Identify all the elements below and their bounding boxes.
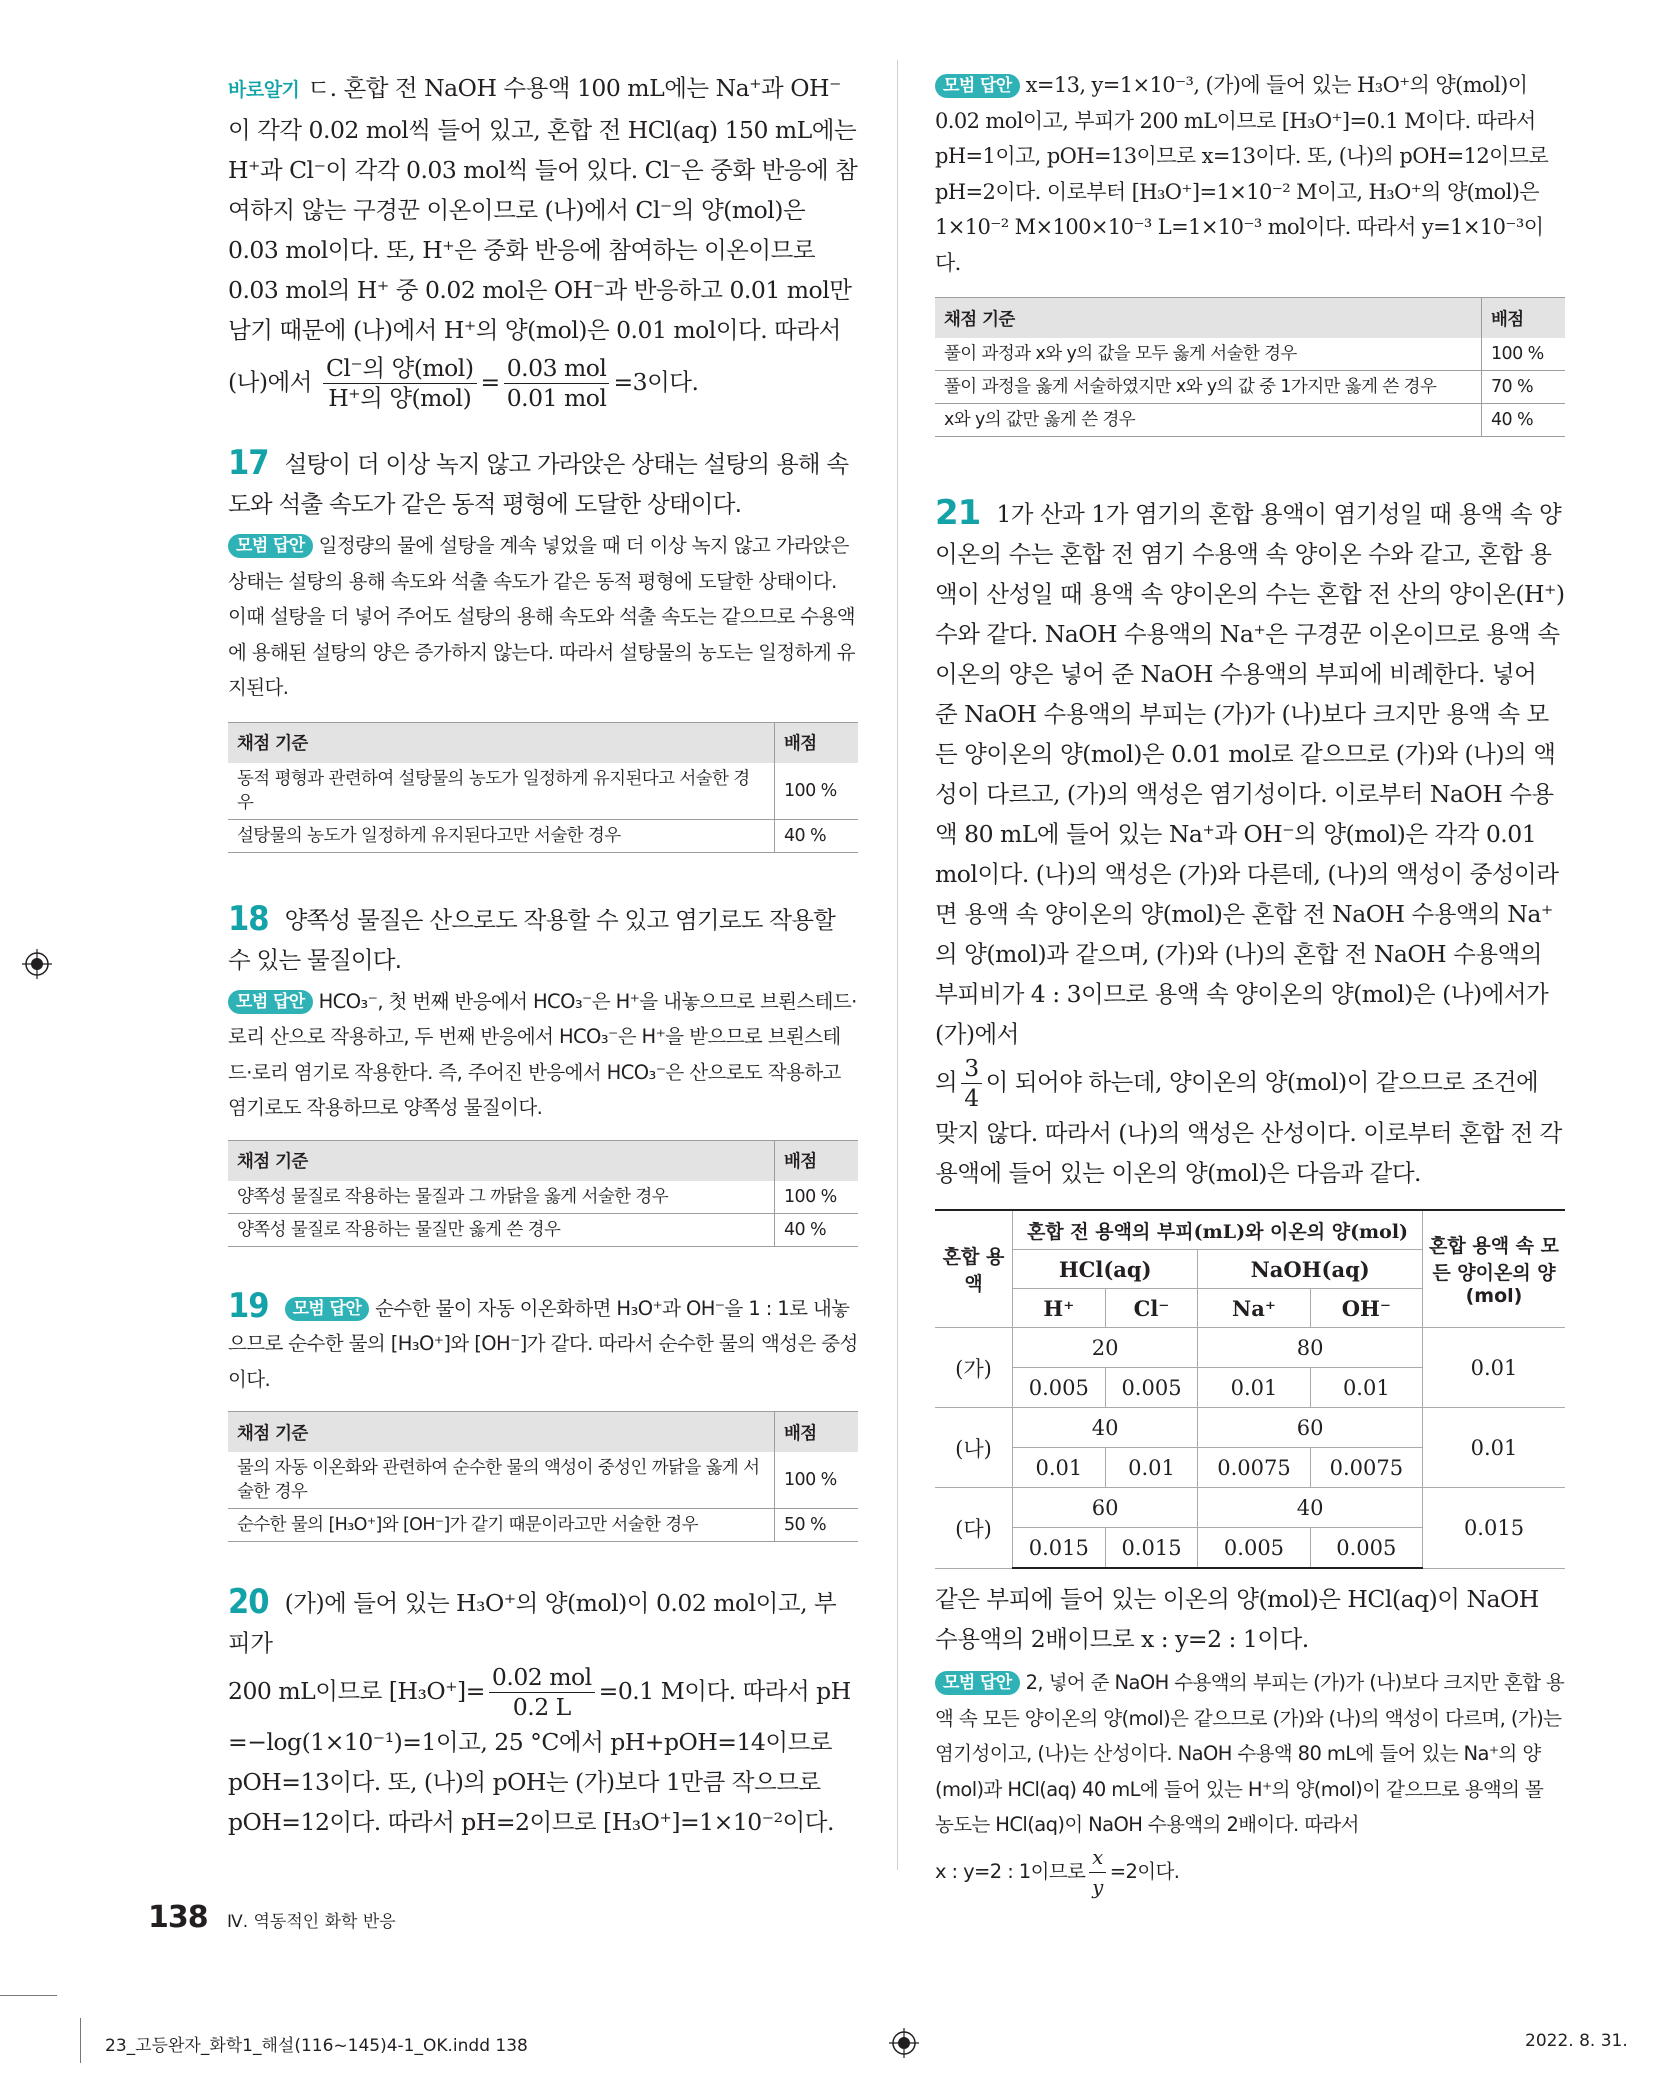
table-row: 풀이 과정과 x와 y의 값을 모두 옳게 서술한 경우 100 % bbox=[935, 338, 1565, 371]
scoring-table: 채점 기준 배점 풀이 과정과 x와 y의 값을 모두 옳게 서술한 경우 100 % 풀이 과정을 옳게 서술하였지만 x와 y의 값 중 1가지만 옳게 쓴 경우 70 % x와 y의 값만 옳게 쓴 경우 40 % bbox=[935, 297, 1565, 437]
q16-explanation: ㄷ. 혼합 전 NaOH 수용액 100 mL에는 Na⁺과 OH⁻이 각각 0.02 mol씩 들어 있고, 혼합 전 HCl(aq) 150 mL에는 H⁺과 Cl⁻이 각각 0.03 mol씩 들어 있다. Cl⁻은 중화 반응에 참여하지 않는 구경꾼 이온이므로 (나)에서 Cl⁻의 양(mol)은 0.03 mol이다. 또, H⁺은 중화 반응에 참여하는 이온이므로 0.03 mol의 H⁺ 중 0.02 mol은 OH⁻과 반응하고 0.01 mol만 남기 때문에 (나)에서 H⁺의 양(mol)은 0.01 mol이다. 따라서 bbox=[228, 74, 858, 344]
crop-mark bbox=[80, 2018, 81, 2063]
model-answer-badge: 모범 답안 bbox=[935, 1671, 1020, 1695]
xy-fraction: $\frac{x}{y}$ bbox=[1089, 1843, 1105, 1902]
table-row: (다) 60 40 0.015 bbox=[935, 1488, 1565, 1528]
q20-answer bbox=[935, 68, 1565, 437]
table-row: 설탕물의 농도가 일정하게 유지된다고만 서술한 경우 40 % bbox=[228, 819, 858, 852]
question-21: 21 1가 산과 1가 염기의 혼합 용액이 염기성일 때 용액 속 양이온의 수는 혼합 전 염기 수용액 속 양이온 수와 같고, 혼합 용액이 산성일 때 용액 속 양이온의 수는 혼합 전 산의 양이온(H⁺) 수와 같다. NaOH 수용액의 Na⁺은 구경꾼 이온이므로 용액 속 이온의 양은 넣어 준 NaOH 수용액의 부피에 비례한다. 넣어 준 NaOH 수용액의 부피는 (가)가 (나)보다 크지만 용액 속 모든 양이온의 양(mol)은 0.01 mol로 같으므로 (가)와 (나)의 액성이 다르고, (가)의 액성은 염기성이다. 이로부터 NaOH 수용액 80 mL에 들어 있는 Na⁺과 OH⁻의 양(mol)은 각각 0.01 mol이다. (나)의 액성은 (가)와 다른데, (나)의 액성이 중성이라면 용액 속 양이온의 양(mol)은 혼합 전 NaOH 수용액의 Na⁺의 양(mol)과 같으며, (가)와 (나)의 혼합 전 NaOH 수용액의 부피비가 4 : 3이므로 용액 속 양이온의 양(mol)은 (나)에서가 (가)에서 의 $\frac{3}{4}$ 이 되어야 하는데, 양이온의 양(mol)이 같으므로 조건에 맞지 않다. 따라서 (나)의 액성은 산성이다. 이로부터 혼합 전 각 용액에 들어 있는 이온의 양(mol)은 다음과 같다. 혼합 용액 혼합 전 용액의 부피(mL)와 이온의 양(mol) 혼합 용액 속 모든 양이온의 양(mol) HCl(aq) NaOH(aq) H⁺ Cl⁻ Na⁺ OH⁻ (가) 20 80 0.01 0.005 0.005 0.01 0.01 (나) 40 60 0.01 0.01 0.01 0.0075 0.0075 (다) 60 40 0.015 0.015 0.015 0.005 0.005 같은 부피에 들어 있는 이온의 양(mol)은 HCl(aq)이 NaOH 수용액의 2배이므로 x : y=2 : 1이다. 모범 답안 2, 넣어 준 NaOH 수용액의 부피는 (가)가 (나)보다 크지만 혼합 용액 속 모든 양이온의 양(mol)은 같으므로 (가)와 (나)의 액성이 다르며, (가)는 염기성이고, (나)는 산성이다. NaOH 수용액 80 mL에 들어 있는 Na⁺의 양(mol)과 HCl(aq) 40 mL에 들어 있는 H⁺의 양(mol)이 같으므로 용액의 몰 농도는 HCl(aq)이 NaOH 수용액의 2배이다. 따라서 x : y=2 : 1이므로 $\frac{x}{y}$ =2이다. bbox=[935, 493, 1565, 1902]
table-row: 양쪽성 물질로 작용하는 물질만 옳게 쓴 경우 40 % bbox=[228, 1213, 858, 1246]
scoring-table: 채점 기준 배점 양쪽성 물질로 작용하는 물질과 그 까닭을 옳게 서술한 경우 100 % 양쪽성 물질로 작용하는 물질만 옳게 쓴 경우 40 % bbox=[228, 1140, 858, 1247]
table-row: 0.005 0.005 0.01 0.01 bbox=[935, 1368, 1565, 1408]
ratio-fraction: $\frac{3}{4}$ bbox=[961, 1054, 981, 1113]
page-number: 138 bbox=[148, 1900, 208, 1935]
question-text: 1가 산과 1가 염기의 혼합 용액이 염기성일 때 용액 속 양이온의 수는 혼합 전 염기 수용액 속 양이온 수와 같고, 혼합 용액이 산성일 때 용액 속 양이온의 수는 혼합 전 산의 양이온(H⁺) 수와 같다. NaOH 수용액의 Na⁺은 구경꾼 이온이므로 용액 속 이온의 양은 넣어 준 NaOH 수용액의 부피에 비례한다. 넣어 준 NaOH 수용액의 부피는 (가)가 (나)보다 크지만 용액 속 모든 양이온의 양(mol)은 0.01 mol로 같으므로 (가)와 (나)의 액성이 다르고, (가)의 액성은 염기성이다. 이로부터 NaOH 수용액 80 mL에 들어 있는 Na⁺과 OH⁻의 양(mol)은 각각 0.01 mol이다. (나)의 액성은 (가)와 다른데, (나)의 액성이 중성이라면 용액 속 양이온의 양(mol)은 혼합 전 NaOH 수용액의 Na⁺의 양(mol)과 같으며, (가)와 (나)의 혼합 전 NaOH 수용액의 부피비가 4 : 3이므로 용액 속 양이온의 양(mol)은 (나)에서가 (가)에서 bbox=[935, 500, 1565, 1048]
baroalgi-label: 바로알기 bbox=[228, 79, 300, 101]
scoring-table: 채점 기준 배점 물의 자동 이온화와 관련하여 순수한 물의 액성이 중성인 까닭을 옳게 서술한 경우 100 % 순수한 물의 [H₃O⁺]와 [OH⁻]가 같기 때문이라고만 서술한 경우 50 % bbox=[228, 1411, 858, 1542]
question-text: 양쪽성 물질은 산으로도 작용할 수 있고 염기로도 작용할 수 있는 물질이다. bbox=[228, 905, 835, 974]
table-row: 물의 자동 이온화와 관련하여 순수한 물의 액성이 중성인 까닭을 옳게 서술한 경우 100 % bbox=[228, 1452, 858, 1509]
indd-file-info: 23_고등완자_화학1_해설(116~145)4-1_OK.indd 138 bbox=[105, 2036, 528, 2056]
table-row: x와 y의 값만 옳게 쓴 경우 40 % bbox=[935, 404, 1565, 437]
model-answer-text: 일정량의 물에 설탕을 계속 넣었을 때 더 이상 녹지 않고 가라앉은 상태는 설탕의 용해 속도와 석출 속도가 같은 동적 평형에 도달한 상태이다. 이때 설탕을 더 넣어 주어도 설탕의 용해 속도와 석출 속도는 같으므로 수용액에 용해된 설탕의 양은 증가하지 않는다. 따라서 설탕물의 농도는 일정하게 유지된다. bbox=[228, 534, 855, 699]
model-answer-badge: 모범 답안 bbox=[935, 74, 1020, 98]
model-answer-text: x=13, y=1×10⁻³, (가)에 들어 있는 H₃O⁺의 양(mol)이 0.02 mol이고, 부피가 200 mL이므로 [H₃O⁺]=0.1 M이다. 따라서 pH=1이고, pOH=13이므로 x=13이다. 또, (나)의 pOH=12이므로 pH=2이다. 이로부터 [H₃O⁺]=1×10⁻² M이고, H₃O⁺의 양(mol)은 1×10⁻² M×100×10⁻³ L=1×10⁻³ mol이다. 따라서 y=1×10⁻³이다. bbox=[935, 73, 1549, 275]
table-row: (나) 40 60 0.01 bbox=[935, 1408, 1565, 1448]
table-row: 0.015 0.015 0.005 0.005 bbox=[935, 1528, 1565, 1569]
model-answer-text: 2, 넣어 준 NaOH 수용액의 부피는 (가)가 (나)보다 크지만 혼합 용액 속 모든 양이온의 양(mol)은 같으므로 (가)와 (나)의 액성이 다르며, (가)는 염기성이고, (나)는 산성이다. NaOH 수용액 80 mL에 들어 있는 Na⁺의 양(mol)과 HCl(aq) 40 mL에 들어 있는 H⁺의 양(mol)이 같으므로 용액의 몰 농도는 HCl(aq)이 NaOH 수용액의 2배이다. 따라서 bbox=[935, 1671, 1565, 1836]
question-number: 17 bbox=[228, 443, 269, 483]
final-equation: x : y=2 : 1이므로 $\frac{x}{y}$ =2이다. bbox=[935, 1843, 1565, 1902]
table-row: 풀이 과정을 옳게 서술하였지만 x와 y의 값 중 1가지만 옳게 쓴 경우 70 % bbox=[935, 371, 1565, 404]
print-date: 2022. 8. 31. bbox=[1525, 2031, 1628, 2051]
question-number: 18 bbox=[228, 898, 269, 939]
ratio-fraction: $\frac{\text{Cl⁻의 양(mol)}}{\text{H⁺의 양(mol)}}$ bbox=[323, 354, 477, 413]
question-20: 20 (가)에 들어 있는 H₃O⁺의 양(mol)이 0.02 mol이고, 부피가 200 mL이므로 [H₃O⁺]= $\frac{\text{0.02 mol}}{0.2 L}$ =0.1 M이다. 따라서 pH =−log(1×10⁻¹)=1이고, 25 °C에서 pH+pOH=14이므로 pOH=13이다. 또, (나)의 pOH는 (가)보다 1만큼 작으므로 pOH=12이다. 따라서 pH=2이므로 [H₃O⁺]=1×10⁻²이다. bbox=[228, 1582, 858, 1842]
question-18 bbox=[228, 899, 858, 1247]
model-answer-badge: 모범 답안 bbox=[228, 534, 313, 558]
question-number: 20 bbox=[228, 1582, 269, 1622]
q16-ratio-equation: (나)에서 $\frac{\text{Cl⁻의 양(mol)}}{\text{H⁺의 양(mol)}}$ = $\frac{\text{0.03 mol}}{\text{0.01 mol}}$ =3이다. bbox=[228, 354, 699, 412]
table-row: 양쪽성 물질로 작용하는 물질과 그 까닭을 옳게 서술한 경우 100 % bbox=[228, 1181, 858, 1214]
registration-mark-icon bbox=[22, 949, 52, 979]
column-divider bbox=[897, 60, 898, 1870]
q16-continuation bbox=[228, 68, 858, 413]
ratio-line: 의 $\frac{3}{4}$ 이 되어야 하는데, 양이온의 양(mol)이 같으므로 조건에 bbox=[935, 1054, 1539, 1112]
concentration-equation: 200 mL이므로 [H₃O⁺]= $\frac{\text{0.02 mol}}{0.2 L}$ =0.1 M이다. 따라서 pH bbox=[228, 1663, 851, 1721]
scoring-table: 채점 기준 배점 동적 평형과 관련하여 설탕물의 농도가 일정하게 유지된다고 서술한 경우 100 % 설탕물의 농도가 일정하게 유지된다고만 서술한 경우 40 % bbox=[228, 722, 858, 853]
model-answer-badge: 모범 답안 bbox=[228, 990, 313, 1014]
question-17 bbox=[228, 443, 858, 853]
table-row: (가) 20 80 0.01 bbox=[935, 1328, 1565, 1368]
registration-mark-icon bbox=[889, 2028, 919, 2058]
table-row: 순수한 물의 [H₃O⁺]와 [OH⁻]가 같기 때문이라고만 서술한 경우 50 % bbox=[228, 1509, 858, 1542]
model-answer-text: 순수한 물이 자동 이온화하면 H₃O⁺과 OH⁻을 1 : 1로 내놓으므로 순수한 물의 [H₃O⁺]와 [OH⁻]가 같다. 따라서 순수한 물의 액성은 중성이다. bbox=[228, 1296, 858, 1391]
concentration-fraction: $\frac{\text{0.02 mol}}{0.2 L}$ bbox=[489, 1663, 595, 1722]
value-fraction: $\frac{\text{0.03 mol}}{\text{0.01 mol}}$ bbox=[504, 354, 610, 413]
chapter-title: Ⅳ. 역동적인 화학 반응 bbox=[227, 1912, 396, 1932]
q20-explanation: =−log(1×10⁻¹)=1이고, 25 °C에서 pH+pOH=14이므로 pOH=13이다. 또, (나)의 pOH는 (가)보다 1만큼 작으므로 pOH=12이다. 따라서 pH=2이므로 [H₃O⁺]=1×10⁻²이다. bbox=[228, 1728, 834, 1836]
table-row: 0.01 0.01 0.0075 0.0075 bbox=[935, 1448, 1565, 1488]
question-number: 19 bbox=[228, 1285, 269, 1326]
left-column bbox=[228, 68, 858, 1842]
right-column bbox=[935, 68, 1565, 1902]
ion-amount-table: 혼합 용액 혼합 전 용액의 부피(mL)와 이온의 양(mol) 혼합 용액 속 모든 양이온의 양(mol) HCl(aq) NaOH(aq) H⁺ Cl⁻ Na⁺ OH⁻ (가) 20 80 0.01 0.005 0.005 0.01 0.01 (나) 40 60 0.01 0.01 0.01 0.0075 0.0075 (다) 60 40 0.015 0.015 0.015 0.005 0.005 bbox=[935, 1209, 1565, 1569]
model-answer-text: HCO₃⁻, 첫 번째 반응에서 HCO₃⁻은 H⁺을 내놓으므로 브뢴스테드·로리 산으로 작용하고, 두 번째 반응에서 HCO₃⁻은 H⁺을 받으므로 브뢴스테드·로리 염기로 작용한다. 즉, 주어진 반응에서 HCO₃⁻은 산으로도 작용하고 염기로도 작용하므로 양쪽성 물질이다. bbox=[228, 989, 857, 1119]
model-answer-badge: 모범 답안 bbox=[285, 1297, 370, 1321]
question-number: 21 bbox=[935, 493, 981, 533]
crop-mark bbox=[0, 1995, 57, 1996]
table-row: 동적 평형과 관련하여 설탕물의 농도가 일정하게 유지된다고 서술한 경우 100 % bbox=[228, 763, 858, 820]
question-text: 설탕이 더 이상 녹지 않고 가라앉은 상태는 설탕의 용해 속도와 석출 속도가 같은 동적 평형에 도달한 상태이다. bbox=[228, 450, 849, 518]
question-19 bbox=[228, 1285, 858, 1543]
